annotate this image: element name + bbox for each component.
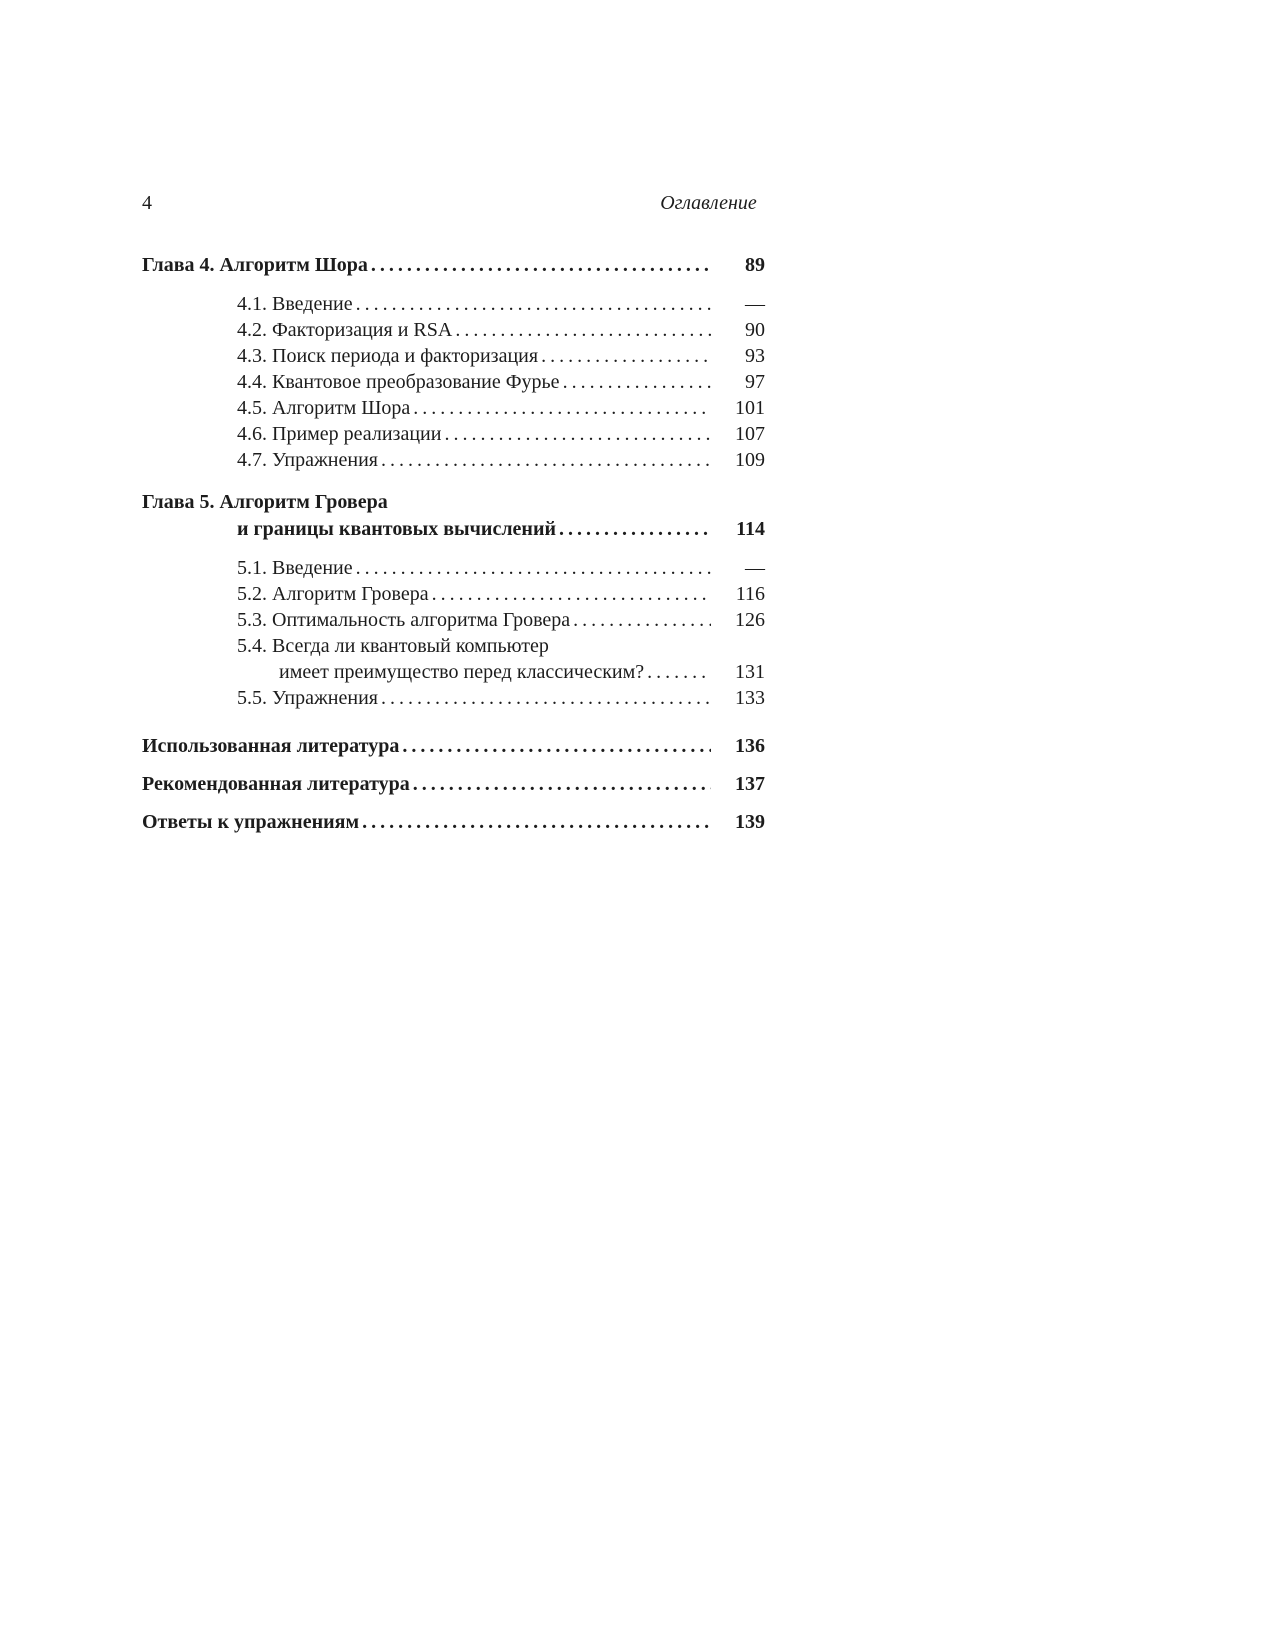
dot-leader (381, 447, 711, 473)
toc-entry-label: 4.1. Введение (237, 293, 353, 315)
toc-entry-label: 4.6. Пример реализации (237, 423, 442, 445)
toc-chapter5-heading-line1 (142, 489, 765, 516)
toc-entry (142, 685, 765, 711)
dot-leader (371, 252, 711, 279)
page-number: 4 (142, 192, 152, 214)
backmatter-entry (142, 771, 765, 798)
chapter4-entries (142, 291, 765, 473)
chapter-title-line1: Глава 5. Алгоритм Гровера (142, 491, 388, 513)
chapter-title-line2: и границы квантовых вычислений (237, 518, 557, 540)
backmatter-entry (142, 809, 765, 836)
toc-entry-page: 93 (745, 345, 765, 367)
toc-entry-page: 133 (735, 687, 765, 709)
dot-leader (444, 421, 711, 447)
toc-entry-page: 90 (745, 319, 765, 341)
toc-entry-label: 4.3. Поиск периода и факторизация (237, 345, 539, 367)
dot-leader (413, 395, 711, 421)
backmatter-label: Ответы к упражнениям (142, 811, 360, 833)
toc-entry (142, 555, 765, 581)
backmatter-entry (142, 733, 765, 760)
dot-leader (541, 343, 711, 369)
dot-leader (413, 771, 711, 798)
toc-entry (142, 581, 765, 607)
dot-leader (455, 317, 711, 343)
toc-entry (142, 291, 765, 317)
toc-entry-label: 4.7. Упражнения (237, 449, 378, 471)
dot-leader (356, 555, 711, 581)
toc-entry-label: 5.3. Оптимальность алгоритма Гровера (237, 609, 571, 631)
toc-entry-page: — (745, 557, 765, 579)
toc-entry-page: — (745, 293, 765, 315)
running-head (142, 192, 1275, 220)
dot-leader (402, 733, 711, 760)
dot-leader (563, 369, 711, 395)
toc-entry (142, 343, 765, 369)
backmatter-label: Рекомендованная литература (142, 773, 410, 795)
toc-entry-page: 97 (745, 371, 765, 393)
toc-entry-page: 131 (735, 661, 765, 683)
toc-entry-label: 5.2. Алгоритм Гровера (237, 583, 429, 605)
toc-chapter5-heading-line2 (142, 516, 765, 543)
toc-entry-label: 4.2. Факторизация и RSA (237, 319, 453, 341)
backmatter-page: 139 (735, 811, 765, 833)
dot-leader (356, 291, 711, 317)
backmatter-label: Использованная литература (142, 735, 400, 757)
toc-entry (142, 369, 765, 395)
toc-entry-line2 (142, 659, 765, 685)
chapter-title: Глава 4. Алгоритм Шора (142, 254, 368, 276)
chapter5-block (142, 489, 765, 543)
dot-leader (559, 516, 711, 543)
toc-entry-label: 4.4. Квантовое преобразование Фурье (237, 371, 560, 393)
dot-leader (432, 581, 711, 607)
toc-entry (142, 607, 765, 633)
dot-leader (647, 659, 711, 685)
backmatter-page: 136 (735, 735, 765, 757)
toc-entry-page: 101 (735, 397, 765, 419)
toc-entry (142, 447, 765, 473)
toc-entry-label: 4.5. Алгоритм Шора (237, 397, 411, 419)
toc-entry-page: 109 (735, 449, 765, 471)
toc-entry-page: 107 (735, 423, 765, 445)
toc-entry-line1 (142, 633, 765, 659)
dot-leader (362, 809, 711, 836)
chapter5-entries (142, 555, 765, 711)
toc-entry (142, 317, 765, 343)
chapter-page: 89 (745, 254, 765, 276)
toc-entry-page: 126 (735, 609, 765, 631)
toc-entry-label: 5.5. Упражнения (237, 687, 378, 709)
toc-entry-label-line1: 5.4. Всегда ли квантовый компьютер (237, 635, 549, 657)
toc-entry-label: 5.1. Введение (237, 557, 353, 579)
toc-entry (142, 421, 765, 447)
running-head-title: Оглавление (660, 192, 757, 214)
backmatter-page: 137 (735, 773, 765, 795)
toc-chapter4-heading (142, 252, 765, 279)
toc-entry-label-line2: имеет преимущество перед классическим? (279, 661, 645, 683)
dot-leader (381, 685, 711, 711)
dot-leader (573, 607, 711, 633)
toc-entry (142, 395, 765, 421)
chapter-page: 114 (736, 518, 765, 540)
table-of-contents (142, 252, 765, 836)
toc-entry-page: 116 (735, 583, 765, 605)
